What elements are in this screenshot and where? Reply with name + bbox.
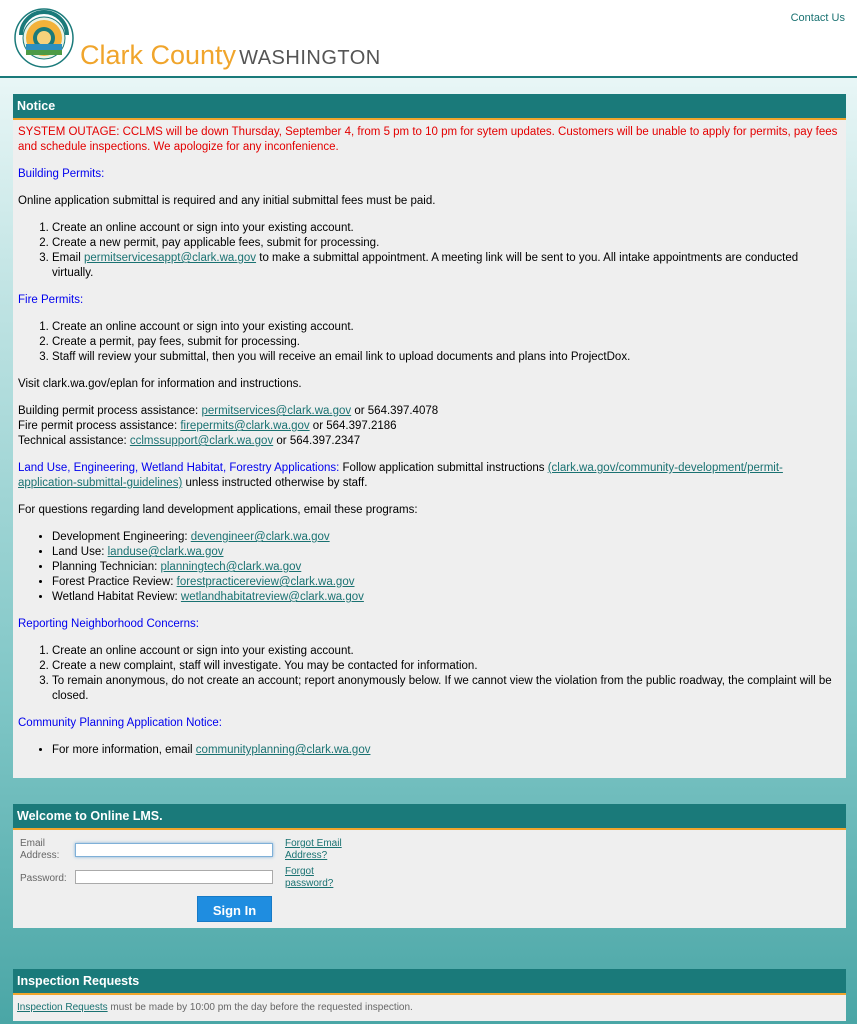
program-label: Forest Practice Review: xyxy=(52,576,177,588)
list-item xyxy=(52,530,840,545)
list-item: 2. Create a new permit, pay applicable fees, submit for processing. xyxy=(52,236,840,251)
inspection-body xyxy=(13,995,846,1020)
email-label xyxy=(20,838,59,862)
forestpractice-email-link[interactable]: forestpracticereview@clark.wa.gov xyxy=(176,576,355,588)
assistance-contacts xyxy=(18,404,840,449)
link-line[interactable]: password? xyxy=(285,878,334,889)
firepermits-email-link[interactable]: firepermits@clark.wa.gov xyxy=(180,420,310,432)
inspection-title: Inspection Requests xyxy=(13,969,846,995)
notice-title: Notice xyxy=(13,94,846,120)
sign-in-button[interactable]: Sign In xyxy=(197,896,272,922)
list-item: 2. Create a permit, pay fees, submit for processing. xyxy=(52,335,840,350)
questions-intro: For questions regarding land development applications, email these programs: xyxy=(18,504,418,516)
assist-phone: or 564.397.2186 xyxy=(309,420,397,432)
list-item: 3. To remain anonymous, do not create an account; report anonymously below. If we cannot view the violation from the public roadway, the complaint will be closed. xyxy=(52,674,840,704)
password-label: Password: xyxy=(20,873,67,884)
program-email-list xyxy=(18,530,840,605)
brand-county-name: Clark County xyxy=(80,40,237,70)
list-item xyxy=(52,545,840,560)
brand-wordmark[interactable] xyxy=(80,40,381,71)
assist-label: Fire permit process assistance: xyxy=(18,420,181,432)
landuse-text: Follow application submittal instructions xyxy=(339,462,548,474)
cclmssupport-email-link[interactable]: cclmssupport@clark.wa.gov xyxy=(129,435,274,447)
link-line[interactable]: Forgot xyxy=(285,866,314,877)
password-input[interactable] xyxy=(75,870,273,884)
planningtech-email-link[interactable]: planningtech@clark.wa.gov xyxy=(160,561,302,573)
inspection-panel xyxy=(13,969,846,1021)
landuse-info xyxy=(18,461,840,491)
notice-body xyxy=(13,120,846,758)
program-label: Wetland Habitat Review: xyxy=(52,591,181,603)
link-line[interactable]: Forgot Email xyxy=(285,838,342,849)
notice-panel xyxy=(13,94,846,778)
community-text: For more information, email xyxy=(52,744,196,756)
program-label: Land Use: xyxy=(52,546,108,558)
assist-label: Technical assistance: xyxy=(18,435,130,447)
login-title: Welcome to Online LMS. xyxy=(13,804,846,830)
assist-phone: or 564.397.4078 xyxy=(351,405,439,417)
list-item xyxy=(52,560,840,575)
permitservices-email-link[interactable]: permitservices@clark.wa.gov xyxy=(201,405,352,417)
list-item: 1. Create an online account or sign into your existing account. xyxy=(52,320,840,335)
program-label: Development Engineering: xyxy=(52,531,191,543)
forgot-password-link[interactable] xyxy=(285,866,333,890)
login-panel xyxy=(13,804,846,928)
step-text: to make a submittal appointment. A meeting link will be sent to you. All intake appointments are conducted virtually. xyxy=(52,252,799,279)
login-form xyxy=(13,830,846,928)
building-steps xyxy=(18,221,840,281)
email-label-line: Email xyxy=(20,838,46,849)
list-item xyxy=(52,575,840,590)
landuse-heading: Land Use, Engineering, Wetland Habitat, Forestry Applications: xyxy=(18,462,340,474)
list-item: 3. Staff will review your submittal, then you will receive an email link to upload documents and plans into ProjectDox. xyxy=(52,350,840,365)
list-item xyxy=(52,743,840,758)
landuse-text: unless instructed otherwise by staff. xyxy=(182,477,368,489)
permit-appt-email-link[interactable]: permitservicesappt@clark.wa.gov xyxy=(83,252,257,264)
email-label-line: Address: xyxy=(20,850,60,861)
communityplanning-email-link[interactable]: communityplanning@clark.wa.gov xyxy=(195,744,371,756)
landuse-email-link[interactable]: landuse@clark.wa.gov xyxy=(107,546,224,558)
link-line[interactable]: Address? xyxy=(285,850,328,861)
site-header xyxy=(0,0,857,78)
fire-assistance xyxy=(18,419,840,434)
inspection-text: must be made by 10:00 pm the day before the requested inspection. xyxy=(107,1002,413,1013)
submittal-guidelines-link[interactable]: (clark.wa.gov/community-development/permit-application-submittal-guidelines) xyxy=(18,462,783,489)
devengineer-email-link[interactable]: devengineer@clark.wa.gov xyxy=(190,531,330,543)
wetlandhabitat-email-link[interactable]: wetlandhabitatreview@clark.wa.gov xyxy=(180,591,364,603)
assist-phone: or 564.397.2347 xyxy=(273,435,361,447)
list-item: 1. Create an online account or sign into your existing account. xyxy=(52,644,840,659)
building-permits-heading: Building Permits: xyxy=(18,168,105,180)
program-label: Planning Technician: xyxy=(52,561,161,573)
list-item: 2. Create a new complaint, staff will investigate. You may be contacted for information. xyxy=(52,659,840,674)
list-item xyxy=(52,251,840,281)
neighborhood-concerns-heading: Reporting Neighborhood Concerns: xyxy=(18,618,199,630)
fire-steps xyxy=(18,320,840,365)
email-address-input[interactable] xyxy=(75,843,273,857)
technical-assistance xyxy=(18,434,840,449)
community-planning-heading: Community Planning Application Notice: xyxy=(18,717,222,729)
building-assistance xyxy=(18,404,840,419)
county-seal-logo[interactable] xyxy=(14,8,74,68)
step-text: Email xyxy=(52,252,84,264)
fire-permits-heading: Fire Permits: xyxy=(18,294,84,306)
forgot-email-link[interactable] xyxy=(285,838,342,862)
neighborhood-steps xyxy=(18,644,840,704)
list-item: 1. Create an online account or sign into your existing account. xyxy=(52,221,840,236)
brand-state-name: WASHINGTON xyxy=(239,47,381,69)
list-item xyxy=(52,590,840,605)
building-intro: Online application submittal is required and any initial submittal fees must be paid. xyxy=(18,195,436,207)
community-list xyxy=(18,743,840,758)
outage-alert: SYSTEM OUTAGE: CCLMS will be down Thursday, September 4, from 5 pm to 10 pm for sytem updates. Customers will be unable to apply for permits, pay fees and schedule inspections. We apologize for any inconfenience. xyxy=(18,126,838,153)
inspection-requests-link[interactable]: Inspection Requests xyxy=(17,1002,108,1013)
contact-us-link[interactable]: Contact Us xyxy=(790,12,845,24)
eplan-info: Visit clark.wa.gov/eplan for information and instructions. xyxy=(18,378,302,390)
assist-label: Building permit process assistance: xyxy=(18,405,202,417)
